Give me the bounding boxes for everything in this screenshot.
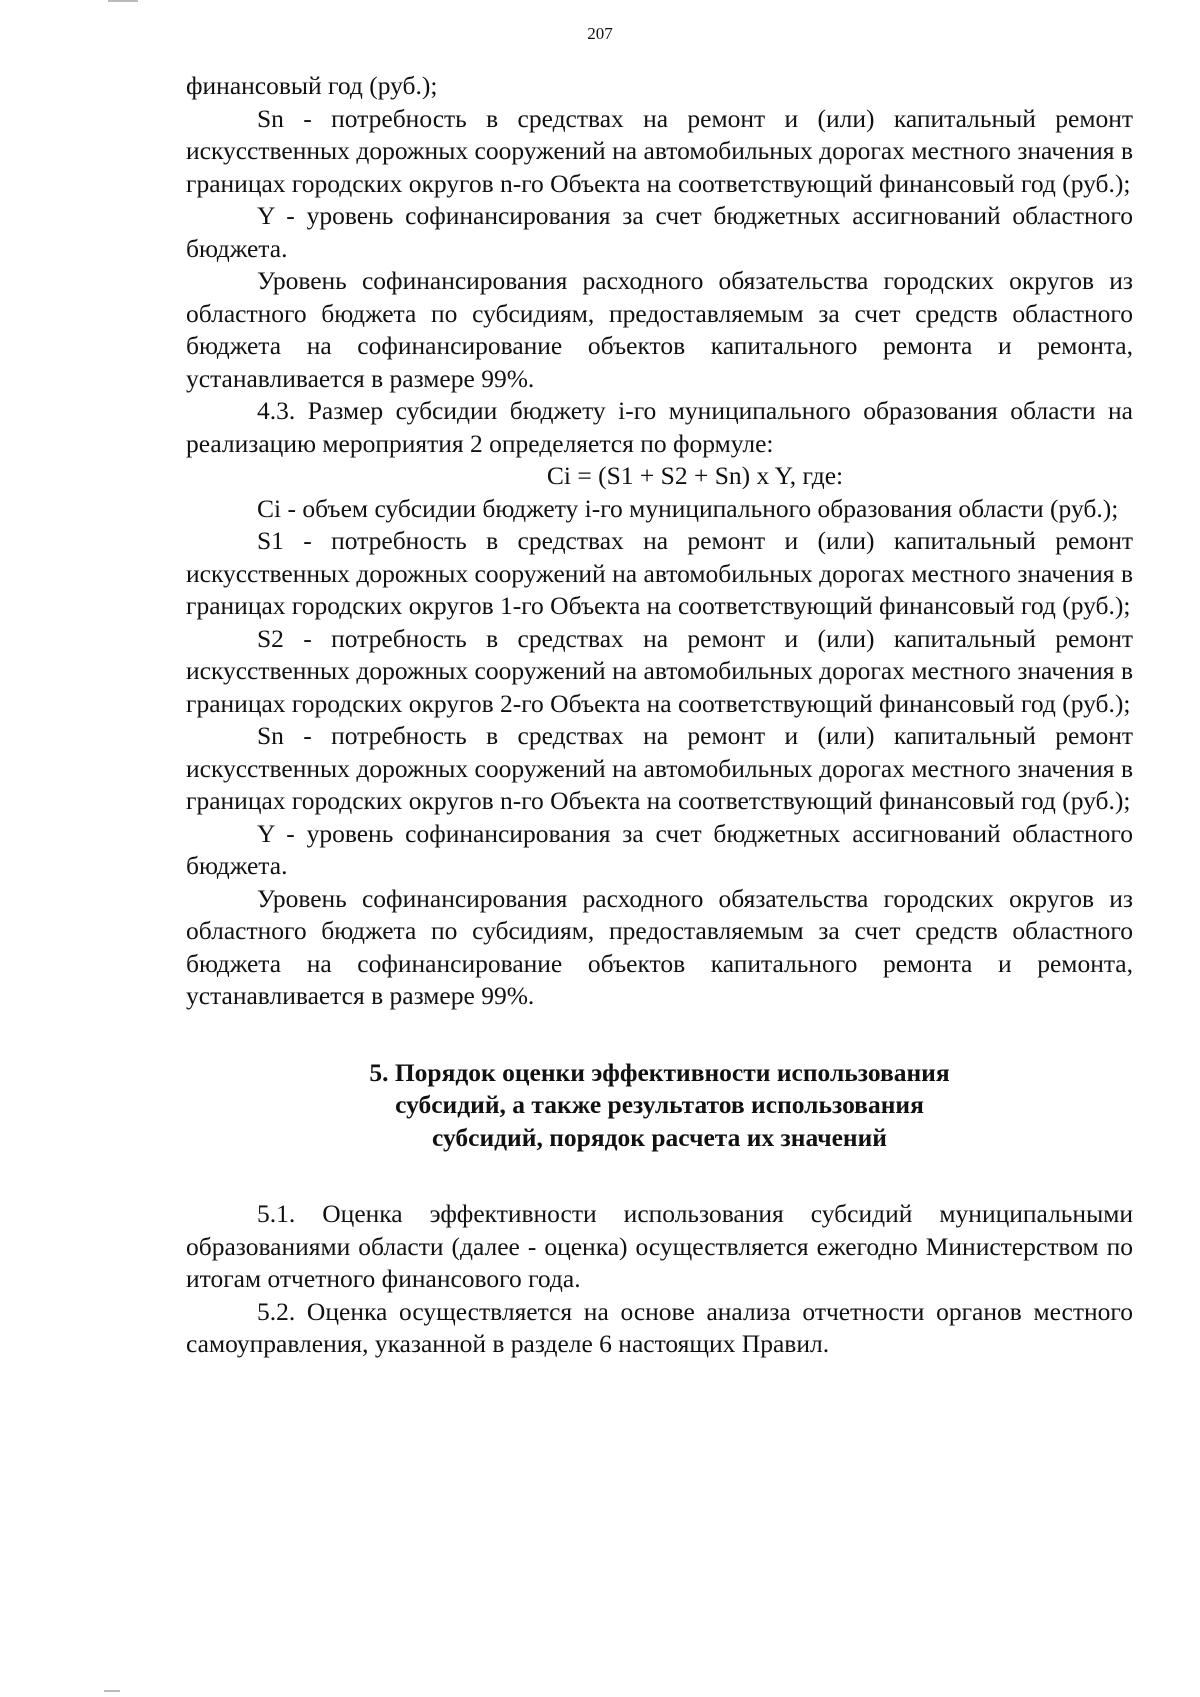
- section-heading-line: субсидий, а также результатов использования: [395, 1090, 924, 1119]
- paragraph-5-2: 5.2. Оценка осуществляется на основе анализа отчетности органов местного самоуправления, указанной в разделе 6 настоящих Правил.: [186, 1296, 1133, 1358]
- page-number: 207: [587, 24, 613, 43]
- paragraph-s1-definition: S1 - потребность в средствах на ремонт и (или) капитальный ремонт искусственных дорожных сооружений на автомобильных дорогах местного значения в границах городских округов 1-го Объекта на соответствующий финансовый год (руб.);: [186, 526, 1133, 620]
- paragraph-5-1: 5.1. Оценка эффективности использования субсидий муниципальными образованиями области (далее - оценка) осуществляется ежегодно Министерством по итогам отчетного финансового года.: [186, 1199, 1133, 1293]
- section-heading-line: субсидий, порядок расчета их значений: [432, 1122, 887, 1152]
- formula: Ci = (S1 + S2 + Sn) x Y, где:: [546, 461, 844, 490]
- paragraph-y-definition-2: Y - уровень софинансирования за счет бюджетных ассигнований областного бюджета.: [186, 818, 1133, 880]
- paragraph-ci-definition: Ci - объем субсидии бюджету i-го муниципального образования области (руб.);: [257, 493, 1119, 523]
- paragraph-y-definition: Y - уровень софинансирования за счет бюджетных ассигнований областного бюджета.: [186, 201, 1133, 263]
- paragraph-cofinancing-level: Уровень софинансирования расходного обязательства городских округов из областного бюджета по субсидиям, предоставляемым за счет средств областного бюджета на софинансирование объектов капитального ремонта и ремонта, устанавливается в размере 99%.: [186, 266, 1133, 393]
- scan-artifact-top: [108, 0, 138, 2]
- section-heading: [186, 1057, 1133, 1155]
- section-heading-line: 5. Порядок оценки эффективности использования: [369, 1057, 950, 1087]
- paragraph-sn-definition: Sn - потребность в средствах на ремонт и (или) капитальный ремонт искусственных дорожных сооружений на автомобильных дорогах местного значения в границах городских округов n-го Объекта на соответствующий финансовый год (руб.);: [186, 103, 1133, 198]
- paragraph-continuation: финансовый год (руб.);: [186, 71, 438, 100]
- paragraph-sn-definition-2: Sn - потребность в средствах на ремонт и (или) капитальный ремонт искусственных дорожных сооружений на автомобильных дорогах местного значения в границах городских округов n-го Объекта на соответствующий финансовый год (руб.);: [186, 721, 1133, 815]
- scan-artifact-bottom: [104, 1690, 120, 1692]
- paragraph-cofinancing-level-2: Уровень софинансирования расходного обязательства городских округов из областного бюджета по субсидиям, предоставляемым за счет средств областного бюджета на софинансирование объектов капитального ремонта и ремонта, устанавливается в размере 99%.: [186, 883, 1133, 1010]
- paragraph-4-3: 4.3. Размер субсидии бюджету i-го муниципального образования области на реализацию мероприятия 2 определяется по формуле:: [186, 396, 1133, 458]
- document-body: [186, 70, 1133, 1361]
- paragraph-s2-definition: S2 - потребность в средствах на ремонт и (или) капитальный ремонт искусственных дорожных сооружений на автомобильных дорогах местного значения в границах городских округов 2-го Объекта на соответствующий финансовый год (руб.);: [186, 623, 1133, 718]
